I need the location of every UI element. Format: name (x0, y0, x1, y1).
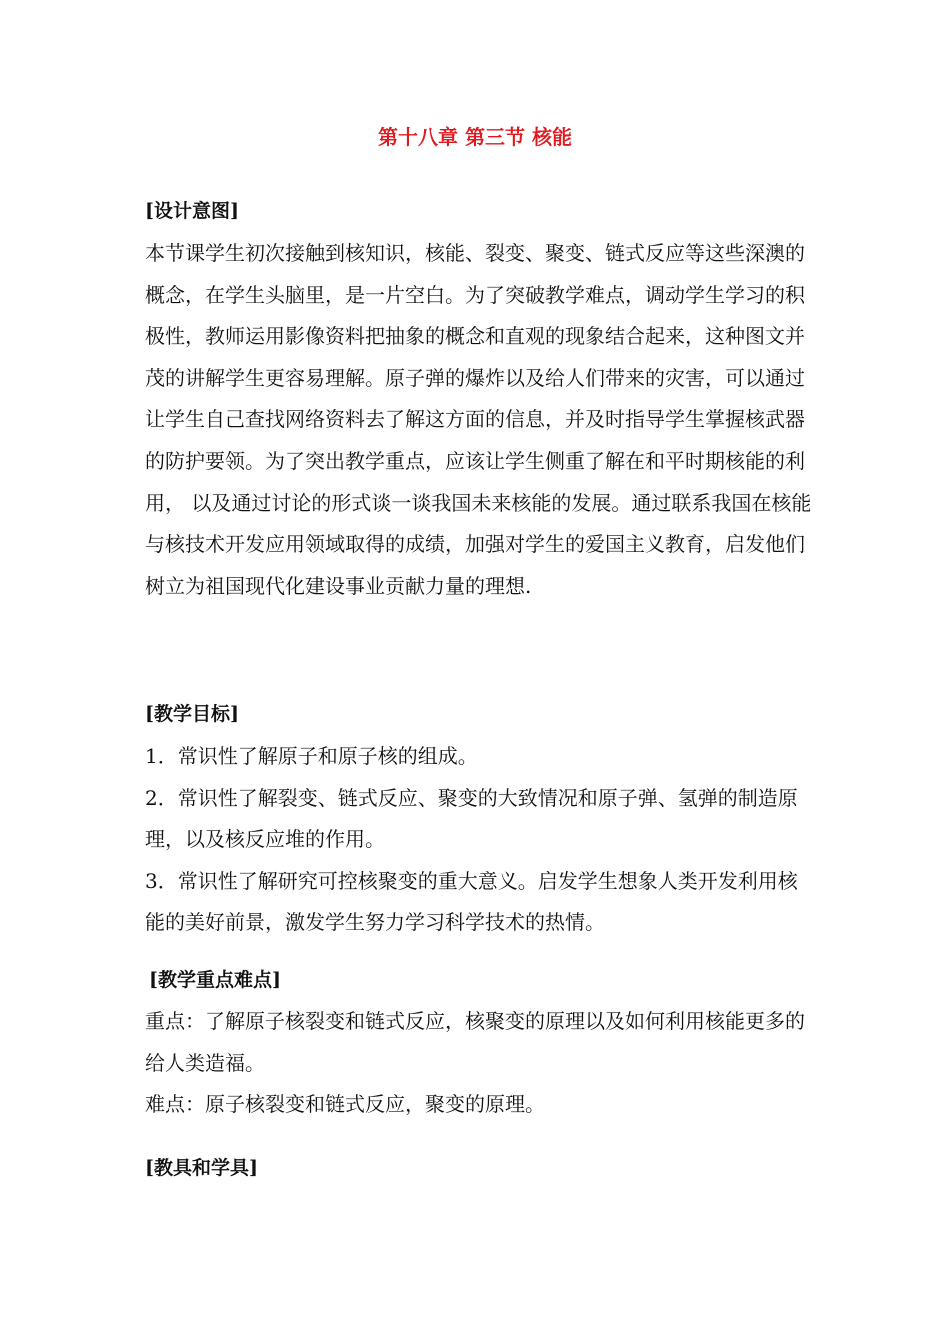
section-design-intent (145, 197, 815, 607)
teaching-goals-list (145, 736, 815, 944)
section-heading-teaching-tools: [教具和学具] (145, 1157, 258, 1179)
section-teaching-goals (145, 700, 815, 944)
document-title: 第十八章 第三节 核能 (378, 125, 572, 149)
goal-item-2: 2．常识性了解裂变、链式反应、聚变的大致情况和原子弹、氢弹的制造原理，以及核反应堆的作用。 (145, 785, 798, 852)
section-heading-teaching-goals: [教学目标] (145, 703, 239, 725)
section-key-difficult-points (145, 966, 815, 1126)
goal-item-1: 1．常识性了解原子和原子核的组成。 (145, 744, 478, 768)
goal-item-3: 3．常识性了解研究可控核聚变的重大意义。启发学生想象人类开发利用核能的美好前景，激发学生努力学习科学技术的热情。 (145, 868, 798, 935)
key-points-list (145, 1001, 815, 1126)
design-intent-paragraph: 本节课学生初次接触到核知识，核能、裂变、聚变、链式反应等这些深澳的概念，在学生头脑里，是一片空白。为了突破教学难点，调动学生学习的积极性，教师运用影像资料把抽象的概念和直观的现象结合起来，这种图文并茂的讲解学生更容易理解。原子弹的爆炸以及给人们带来的灾害，可以通过让学生自己查找网络资料去了解这方面的信息，并及时指导学生掌握核武器的防护要领。为了突出教学重点，应该让学生侧重了解在和平时期核能的利用， 以及通过讨论的形式谈一谈我国未来核能的发展。通过联系我国在核能与核技术开发应用领域取得的成绩，加强对学生的爱国主义教育，启发他们树立为祖国现代化建设事业贡献力量的理想. (145, 241, 812, 598)
section-heading-key-points: [教学重点难点] (149, 969, 281, 991)
key-point-item: 重点：了解原子核裂变和链式反应，核聚变的原理以及如何利用核能更多的给人类造福。 (145, 1009, 805, 1075)
section-heading-design-intent: [设计意图] (145, 200, 239, 222)
difficult-point-item: 难点：原子核裂变和链式反应，聚变的原理。 (145, 1092, 545, 1117)
section-teaching-tools (145, 1154, 815, 1182)
